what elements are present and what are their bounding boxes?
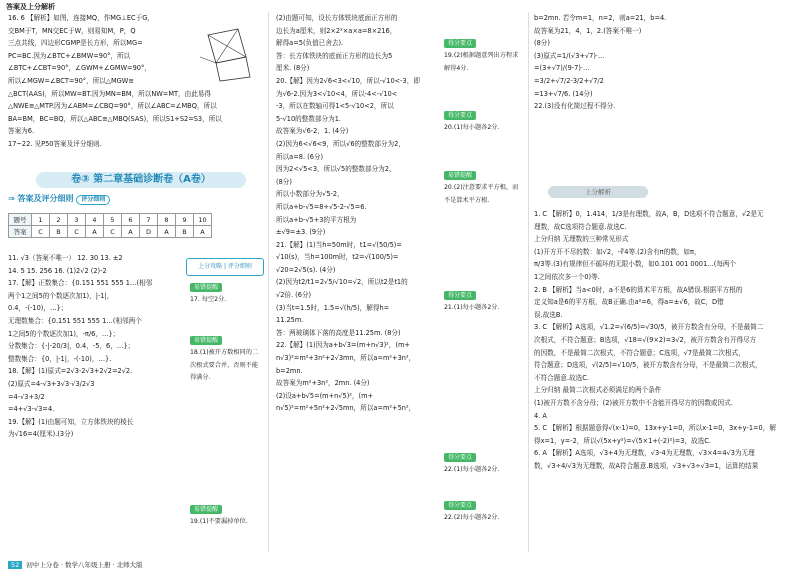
question-number: 1 [32, 214, 50, 226]
text-line: 上分归纳 最简二次根式必须满足的两个条件 [534, 386, 662, 395]
column-3-bottom [534, 208, 794, 472]
page-header: 答案及上分解析 [6, 3, 55, 11]
side-text: 22.(1)每小题各2分. [444, 466, 500, 474]
text-line: b=2mn. 若令m=1，n=2，则a=21，b=4. [534, 14, 667, 22]
text-line: n√3)²=m²+3n²+2√3mn，所以a=m²+3n²， [276, 354, 416, 363]
text-line: 19.【解】(1)由题可知，立方体铁块的棱长 [8, 417, 134, 426]
side-text: 17. 每空2分. [190, 296, 227, 304]
side-text: 20.(2)注意要求平方根，而不是算术平方根. [444, 184, 519, 204]
text-line: 答：长方体铁块的底面正方形的边长为5 [276, 51, 393, 60]
side-note-18 [190, 335, 262, 385]
text-line: 为√16=4(厘米).(3分) [8, 430, 74, 439]
text-line: △NWE≌△MTP.因为∠ABM=∠CBQ=90°，所以∠ABC=∠MBQ，所以 [8, 102, 217, 111]
text-line: =13+√7/6. (14分) [534, 89, 593, 98]
section-divider: 上分解析 [548, 186, 648, 198]
text-line: (8分) [276, 177, 292, 186]
side-label: 得分要点 [444, 111, 476, 120]
column-2 [276, 12, 436, 415]
text-line: 上分归纳 无理数的三种常见形式 [534, 235, 629, 244]
text-line: 定义知a是6的平方根，故B正确.由a²=6，得a=±√6，故C，D错 [534, 298, 724, 307]
text-line: n√5)²=m²+5n²+2√5mn，所以a=m²+5n²， [276, 404, 416, 413]
text-line: 所以∠MGW=∠BCT=90°，所以△MGW≌ [8, 76, 134, 85]
page-footer [8, 560, 143, 569]
side-label: 易错提醒 [190, 505, 222, 514]
text-line: ±√9=±3. (9分) [276, 228, 326, 237]
text-line: 符合题意；D选项，√(2/5)=√10/5，被开方数含有分母，不是最简二次根式， [534, 361, 762, 370]
text-line: (8分) [534, 39, 550, 48]
answer-cell: A [194, 226, 212, 238]
text-line: 22.【解】(1)因为a+b√3=(m+n√3)²，(m+ [276, 341, 410, 350]
text-line: 的因数，不是最简二次根式，不符合题意；C选项，√7是最简二次根式， [534, 348, 745, 357]
question-number: 10 [194, 214, 212, 226]
text-line: 1. C 【解析】0，1.414，1/3是有理数，故A，B，D选项不符合题意，√2是无 [534, 210, 764, 218]
text-line: 整数集合：{0，|-1|，-(-10)，…}. [8, 354, 112, 363]
text-line: -3，所以在数轴可得1<5-√10<2，所以 [276, 102, 394, 111]
text-line: 故答案为m²+3n²，2mn. (4分) [276, 379, 370, 388]
text-line: 两个1之间5的个数逐次加1)，|-1|， [8, 291, 114, 300]
answer-cell: C [68, 226, 86, 238]
text-line: 5. C 【解析】根据题意得√(x-1)=0，13x+y-1=0，所以x-1=0，3x+y-1=0，解 [534, 424, 776, 433]
question-number: 3 [68, 214, 86, 226]
table-header: 题号 [9, 214, 32, 226]
text-line: 不符合题意.故选C. [534, 373, 589, 382]
tips-sub: 评分细则 [227, 263, 252, 270]
text-line: 20.【解】因为2√6<3<√10，所以-√10<-3，即 [276, 76, 420, 85]
text-line: 所以a=8. (6分) [276, 152, 324, 161]
side-note-c2-22b [444, 500, 524, 525]
text-line: 解得a=5(负值已舍去). [276, 39, 344, 48]
text-line: 21.【解】(1)当h=50m时，t1=√(50/5)= [276, 240, 402, 249]
text-line: =3/2+√7/2-3/2+√7/2 [534, 76, 604, 85]
side-text: 18.(1)被开方数相同的二次根式要合并，否则不能得满分. [190, 349, 259, 382]
column-divider [528, 12, 529, 552]
text-line: 4. A [534, 411, 547, 420]
footer-text: 初中上分卷 · 数学八年级上册 · 北师大版 [26, 561, 143, 569]
exam-title-banner: 卷③ 第二章基础诊断卷（A卷） [36, 172, 246, 188]
text-line: 0.4，-(-10)，…}； [8, 304, 68, 313]
text-line: 11.25m. [276, 316, 304, 325]
text-line: 数，√3÷4/√3为无理数，故A符合题意.B选项，√3+√3÷√3=1，运算的结果 [534, 461, 759, 470]
answer-table [8, 213, 212, 238]
text-line: (3)当t=1.5时，1.5=√(h/5)，解得h= [276, 303, 390, 312]
text-line: 边长为a厘米，则2×2²×a×a=8×216， [276, 26, 397, 35]
side-text: 19.(2)根据题意列出方程求解得4分. [444, 52, 519, 72]
text-line: (2)因为6<√6<9，所以√6的整数部分为2， [276, 139, 405, 148]
side-text: 22.(2)每小题各2分. [444, 514, 500, 522]
side-label: 易错提醒 [190, 283, 222, 292]
text-line: 理数，故C选项符合题意.故选C. [534, 222, 627, 231]
tips-label: 上分攻略 [198, 263, 223, 270]
text-line: (2)设a+b√5=(m+n√5)²，(m+ [276, 391, 374, 400]
page-number: 52 [8, 561, 22, 569]
text-line: 18.【解】(1)原式=2√3-2√3+2√2=2√2. [8, 367, 133, 376]
column-3-top [534, 12, 694, 113]
text-line: 2. B 【解析】当a<0时，a不是6的算术平方根，故A错误.根据平方根的 [534, 285, 743, 294]
text-line: (2)因为t2/t1=2√5/√10=√2，所以t2是t1的 [276, 278, 408, 287]
text-line: BA=BM，BC=BQ，所以△ABC≌△MBQ(SAS)，所以S1+S2=S3，所以 [8, 114, 222, 123]
side-label: 得分要点 [444, 291, 476, 300]
text-line: 6. A 【解析】A选项，√3+4为无理数，√3-4为无理数，√3×4=4√3为无理 [534, 449, 755, 458]
side-note-c2-22a [444, 452, 524, 477]
answer-cell: C [104, 226, 122, 238]
text-line: 次根式，不符合题意；B选项，√18=√(9×2)=3√2，被开方数含有开得尽方 [534, 335, 757, 344]
side-label: 易错提醒 [190, 336, 222, 345]
section-title: ⇒ 答案及评分细则 评分细则 [8, 193, 110, 205]
side-note-17 [190, 282, 262, 307]
column-1-bottom [8, 252, 184, 441]
tips-box: 上分攻略 | 评分细则 [186, 258, 264, 276]
text-line: 三点共线，四边形CGMP是长方形，所以MG= [8, 39, 143, 48]
text-line: 1之间5的个数逐次加1)，-π/6，…}； [8, 329, 120, 338]
question-number: 4 [86, 214, 104, 226]
text-line: 14. 5 15. 256 16. (1)2√2 (2)-2 [8, 266, 107, 275]
side-text: 19.(1)不要漏掉单位. [190, 518, 248, 526]
side-note-c2-20a [444, 110, 524, 135]
text-line: 16. 6 【解析】如图，连接MQ，作MG⊥EC于G， [8, 14, 154, 22]
text-line: 5-√10的整数部分为1. [276, 114, 342, 123]
text-line: ∠BTC+∠CBT=90°，∠GWM+∠GMW=90°， [8, 64, 151, 73]
text-line: 答案为6. [8, 127, 35, 136]
side-text: 21.(1)每小题各2分. [444, 304, 500, 312]
scoring-pill: 评分细则 [76, 195, 110, 205]
text-line: 为√6-2.因为3<√10<4，所以-4<-√10< [276, 89, 398, 98]
answer-cell: A [86, 226, 104, 238]
side-label: 易错提醒 [444, 171, 476, 180]
text-line: △BCT(AAS)，所以MW=BT.因为MN=BM，所以NW=MT，由此易得 [8, 89, 212, 98]
question-number: 9 [176, 214, 194, 226]
answer-cell: D [140, 226, 158, 238]
text-line: √2倍. (6分) [276, 291, 312, 300]
text-line: 1之间依次多一个0)等. [534, 272, 600, 281]
answer-cell: A [158, 226, 176, 238]
side-note-c2-21 [444, 290, 524, 315]
question-number: 5 [104, 214, 122, 226]
question-number: 8 [158, 214, 176, 226]
side-note-c2-19 [444, 38, 524, 75]
side-label: 得分要点 [444, 501, 476, 510]
text-line: 11. √3（答案不唯一） 12. 30 13. ±2 [8, 254, 123, 262]
side-note-19 [190, 504, 262, 529]
side-text: 20.(1)每小题各2分. [444, 124, 500, 132]
side-note-c2-20b [444, 170, 524, 207]
text-line: =4+√3-√3=4. [8, 405, 55, 414]
text-line: √20=2√5(s). (4分) [276, 265, 336, 274]
text-line: (1)被开方数不含分母；(2)被开方数中不含能开得尽方的因数或因式. [534, 398, 733, 407]
table-header: 答案 [9, 226, 32, 238]
text-line: 分数集合：{-|-20/3|，0.4，-5，6，…}； [8, 342, 135, 351]
question-number: 2 [50, 214, 68, 226]
text-line: =(3+√7)/(9-7)·... [534, 64, 590, 73]
text-line: √10(s)，当h=100m时，t2=√(100/5)= [276, 253, 399, 262]
text-line: (2)由题可知，设长方体铁块底面正方形的 [276, 14, 398, 22]
answer-cell: B [176, 226, 194, 238]
text-line: (3)原式=1/(√3+√7)·... [534, 51, 605, 60]
column-divider [268, 12, 269, 552]
text-line: 因为2<√5<3，所以√5的整数部分为2， [276, 165, 396, 174]
text-line: 3. C 【解析】A选项，√1.2=√(6/5)=√30/5，被开方数含有分母，不是最简二 [534, 323, 764, 332]
answer-cell: C [32, 226, 50, 238]
text-line: (1)开方开不尽的数：如√2，-∛4等.(2)含有π的数，如π， [534, 247, 701, 256]
text-line: (2)原式=4-√3+3√3·√3/2√3 [8, 379, 95, 388]
text-line: 所以a+b-√5+3的平方根为 [276, 215, 357, 224]
text-line: 误.故选B. [534, 310, 563, 319]
text-line: 答：两玻璃体下落的高度是11.25m. (8分) [276, 328, 401, 337]
text-line: 得x=1，y=-2，所以√(5x+y²)=√(5×1+(-2)²)=3，故选C. [534, 436, 711, 445]
question-number: 7 [140, 214, 158, 226]
side-label: 得分要点 [444, 39, 476, 48]
text-line: 故答案为21，4，1，2.(答案不唯一) [534, 26, 642, 35]
text-line: 17.【解】正数集合：{0.151 551 555 1…(相邻 [8, 279, 153, 288]
text-line: b=2mn. [276, 366, 303, 375]
section-label: 答案及评分细则 [17, 194, 74, 203]
text-line: =4-√3+3/2 [8, 392, 45, 401]
text-line: 厘米. (8分) [276, 64, 310, 73]
text-line: 17~22. 见P50答案及评分细则. [8, 139, 102, 148]
text-line: 所以小数部分为√5-2， [276, 190, 344, 199]
text-line: 22.(3)没有化简过程不得分. [534, 102, 616, 111]
answer-cell: A [122, 226, 140, 238]
text-line: 无理数集合：{0.151 551 555 1…(相邻两个 [8, 316, 142, 325]
answer-cell: B [50, 226, 68, 238]
text-line: 交BM于T，MN交EC于W，则易知M，P，Q [8, 26, 136, 35]
text-line: 所以a+b-√5=8+√5-2-√5=6. [276, 202, 367, 211]
side-label: 得分要点 [444, 453, 476, 462]
text-line: π/3等.(3)有规律但不循环的无限小数，如0.101 001 0001…(每两个 [534, 260, 737, 269]
geometry-figure [198, 27, 254, 83]
text-line: 故答案为√6-2，1. (4分) [276, 127, 349, 136]
text-line: PC=BC.因为∠BTC+∠BMW=90°，所以 [8, 51, 131, 60]
question-number: 6 [122, 214, 140, 226]
